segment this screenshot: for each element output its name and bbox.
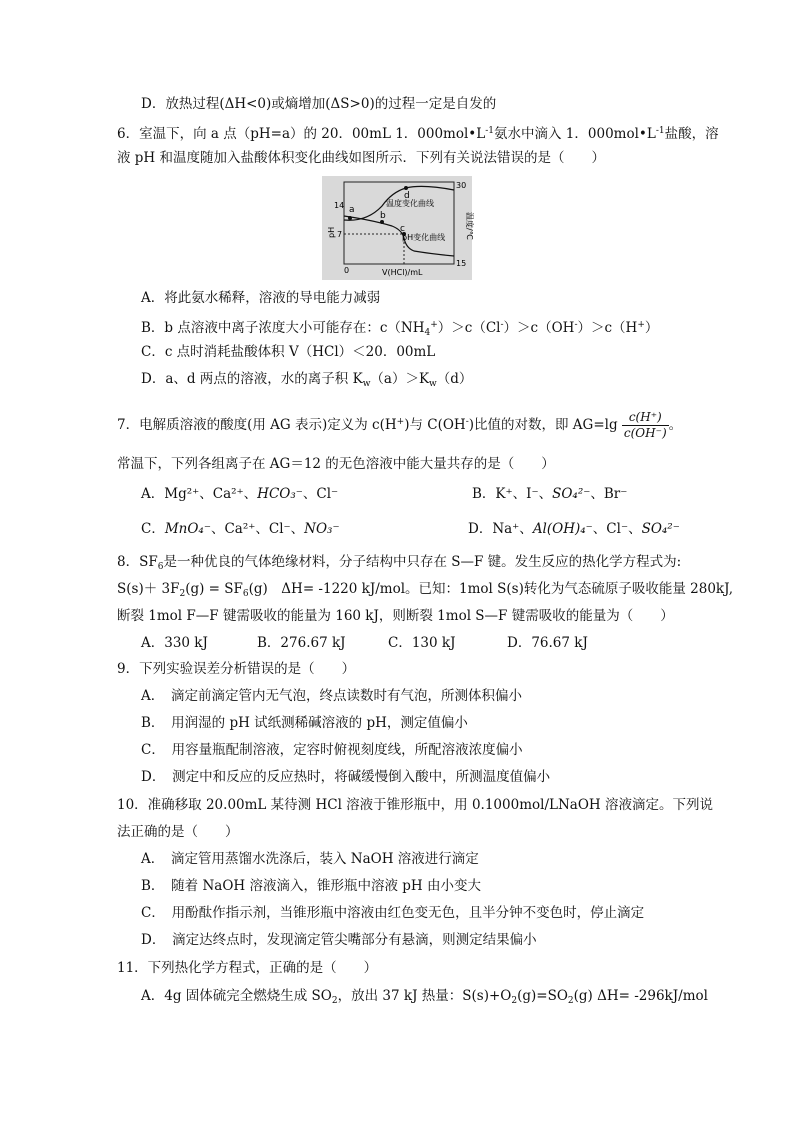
- point-a: [348, 216, 352, 220]
- q6b-part1: B．b 点溶液中离子浓度大小可能存在：c（NH: [141, 320, 425, 336]
- q11a-part2: ，放出 37 kJ 热量：S(s)+O: [337, 988, 512, 1004]
- q7a-pre: A．Mg²⁺、Ca²⁺、: [141, 486, 258, 502]
- q10-stem-line1: 10．准确移取 20.00mL 某待测 HCl 溶液于锥形瓶中，用 0.1000mol/LNaOH 溶液滴定。下列说: [117, 797, 713, 813]
- q11a-part1: A．4g 固体硫完全燃烧生成 SO: [141, 988, 332, 1004]
- y-axis-left-label: pH: [327, 226, 336, 238]
- q6d-part2: （a）＞K: [370, 371, 430, 387]
- q7d-ion2: SO₄²⁻: [641, 521, 680, 537]
- tick-14: 14: [334, 201, 345, 210]
- label-a: a: [349, 205, 355, 215]
- q7-part1: 7．电解质溶液的酸度(用 AG 表示)定义为 c(H: [117, 417, 397, 433]
- q7-part2: )与 C(OH: [404, 417, 466, 433]
- label-d: d: [404, 191, 410, 201]
- q7-stem-line1: 7．电解质溶液的酸度(用 AG 表示)定义为 c(H+)与 C(OH-)比值的对数，即 AG=lg $\frac{c(H^+)}{c(OH^-)}$ 。: [117, 410, 683, 440]
- q7a-ion: HCO₃⁻: [257, 486, 303, 502]
- chart-svg: [322, 176, 472, 280]
- x-axis-label: V(HCl)/mL: [382, 268, 423, 277]
- q8-option-c: C．130 kJ: [388, 635, 456, 651]
- q7d-mid: 、Cl⁻、: [592, 521, 642, 537]
- q7-stem-line2: 常温下，下列各组离子在 AG＝12 的无色溶液中能大量共存的是（ ）: [117, 456, 555, 472]
- q11-stem: 11．下列热化学方程式，正确的是（ ）: [117, 960, 378, 976]
- q7-part3: )比值的对数，即 AG=lg: [468, 417, 618, 433]
- chart-frame: [344, 182, 454, 264]
- q7c-ion1: MnO₄⁻: [164, 521, 211, 537]
- q6d-part3: （d）: [436, 371, 473, 387]
- q11a-part4: (g) ΔH= -296kJ/mol: [573, 988, 708, 1004]
- q8-part2: 是一种优良的气体绝缘材料，分子结构中只存在 S—F 键。发生反应的热化学方程式为:: [163, 554, 682, 570]
- q8-part5: (g) ΔH= -1220 kJ/mol。已知：1mol S(s)转化为气态硫原子吸收能量 280kJ,: [248, 581, 734, 597]
- q8-stem-line3: 断裂 1mol F—F 键需吸收的能量为 160 kJ，则断裂 1mol S—F 键需吸收的能量为（ ）: [117, 608, 674, 624]
- q10-option-d: D． 滴定达终点时，发现滴定管尖嘴部分有悬滴，则测定结果偏小: [141, 932, 537, 948]
- q8-part3: S(s)＋ 3F: [117, 581, 180, 597]
- q7c-pre: C．: [141, 521, 165, 537]
- q7d-ion1: Al(OH)₄⁻: [532, 521, 593, 537]
- q11-option-a: A．4g 固体硫完全燃烧生成 $SO_2$，放出 37 kJ 热量：$S(s)+O_2(g)=SO_2(g)$ ΔH= -296kJ/mol: [141, 988, 708, 1006]
- q6b-part2: ）＞c（Cl: [437, 320, 501, 336]
- q7b-post: 、Br⁻: [590, 486, 628, 502]
- q5-option-d: D．放热过程(ΔH<0)或熵增加(ΔS>0)的过程一定是自发的: [141, 96, 497, 112]
- q7b-pre: B．K⁺、I⁻、: [472, 486, 553, 502]
- fraction-denominator: c(OH⁻): [623, 426, 667, 440]
- q6b-part4: ）＞c（H: [577, 320, 638, 336]
- q9-option-c: C． 用容量瓶配制溶液，定容时俯视刻度线，所配溶液浓度偏小: [141, 742, 523, 758]
- tick-30: 30: [456, 181, 467, 190]
- tick-7: 7: [337, 230, 343, 239]
- point-d: [404, 186, 408, 190]
- temperature-curve-label: 温度变化曲线: [386, 199, 434, 208]
- q10-option-c: C． 用酚酞作指示剂，当锥形瓶中溶液由红色变无色，且半分钟不变色时，停止滴定: [141, 905, 645, 921]
- q6d-part1: D．a、d 两点的溶液，水的离子积 K: [141, 371, 363, 387]
- q9-option-b: B． 用润湿的 pH 试纸测稀碱溶液的 pH，测定值偏小: [141, 715, 468, 731]
- q9-stem: 9．下列实验误差分析错误的是（ ）: [117, 661, 356, 677]
- q7-option-d: [468, 519, 680, 539]
- q6-stem-part2: 氨水中滴入 1．000mol•L: [494, 126, 656, 142]
- q8-option-d: D．76.67 kJ: [507, 635, 588, 651]
- label-c: c: [400, 224, 405, 234]
- q7-option-c: [141, 519, 340, 539]
- q9-option-a: A． 滴定前滴定管内无气泡，终点读数时有气泡，所测体积偏小: [141, 688, 522, 704]
- q7a-post: 、Cl⁻: [302, 486, 339, 502]
- q6-option-a: A．将此氨水稀释，溶液的导电能力减弱: [141, 290, 381, 306]
- q7c-mid: 、Ca²⁺、Cl⁻、: [210, 521, 305, 537]
- q6-option-b: B．b 点溶液中离子浓度大小可能存在：$c(NH_4^+)>c(Cl^-)>c(OH^-)>c(H^+)$: [141, 320, 659, 338]
- y-axis-right-label: 温度/℃: [465, 212, 474, 240]
- q8-stem-line1: 8．$SF_6$是一种优良的气体绝缘材料，分子结构中只存在 S—F 键。发生反应的热化学方程式为:: [117, 554, 682, 572]
- ag-formula-fraction: [622, 410, 669, 441]
- q10-stem-line2: 法正确的是（ ）: [117, 824, 239, 840]
- ph-curve-label: pH变化曲线: [402, 233, 446, 242]
- q7b-ion: SO₄²⁻: [552, 486, 591, 502]
- q8-option-b: B．276.67 kJ: [257, 635, 346, 651]
- q8-part1: 8．SF: [117, 554, 158, 570]
- q9-option-d: D． 测定中和反应的反应热时，将碱缓慢倒入酸中，所测温度值偏小: [141, 769, 551, 785]
- q10-option-a: A． 滴定管用蒸馏水洗涤后，装入 NaOH 溶液进行滴定: [141, 851, 479, 867]
- q11a-part3: (g)=SO: [517, 988, 568, 1004]
- fraction-numerator: c(H⁺): [622, 410, 669, 426]
- tick-0: 0: [344, 266, 350, 275]
- q8-part4: (g) = SF: [185, 581, 243, 597]
- q7-option-a: [141, 484, 338, 504]
- q10-option-b: B． 随着 NaOH 溶液滴入，锥形瓶中溶液 pH 由小变大: [141, 878, 481, 894]
- q6-option-c: C．c 点时消耗盐酸体积 V（HCl）＜20．00mL: [141, 344, 436, 360]
- q7c-ion2: NO₃⁻: [304, 521, 340, 537]
- q6b-part5: ）: [644, 320, 659, 336]
- tick-15: 15: [456, 259, 467, 268]
- q7-option-b: [472, 484, 627, 504]
- label-b: b: [380, 211, 386, 221]
- q6b-part3: ）＞c（OH: [503, 320, 575, 336]
- q6-stem-part1: 6．室温下，向 a 点（pH=a）的 20．00mL 1．000mol•L: [117, 126, 486, 142]
- q6-stem-line1: 6．室温下，向 a 点（pH=a）的 20．00mL 1．$000mol•L^{-1}$氨水中滴入 1．$000mol•L^{-1}$盐酸，溶: [117, 126, 719, 142]
- q8-option-a: A．330 kJ: [141, 635, 208, 651]
- q7d-pre: D．Na⁺、: [468, 521, 533, 537]
- q6-stem-part3: 盐酸，溶: [664, 126, 719, 142]
- q6-option-d: D．a、d 两点的溶液，水的离子积 $K_w(a)>K_w(d)$: [141, 371, 473, 389]
- q8-stem-line2: $S(s)+ 3F_2(g) = SF_6(g)$ ΔH= -1220 kJ/mol。已知：1mol S(s)转化为气态硫原子吸收能量 280kJ,: [117, 581, 734, 599]
- q6-stem-line2: 液 pH 和温度随加入盐酸体积变化曲线如图所示．下列有关说法错误的是（ ）: [117, 150, 605, 166]
- ph-temperature-chart: [322, 176, 472, 280]
